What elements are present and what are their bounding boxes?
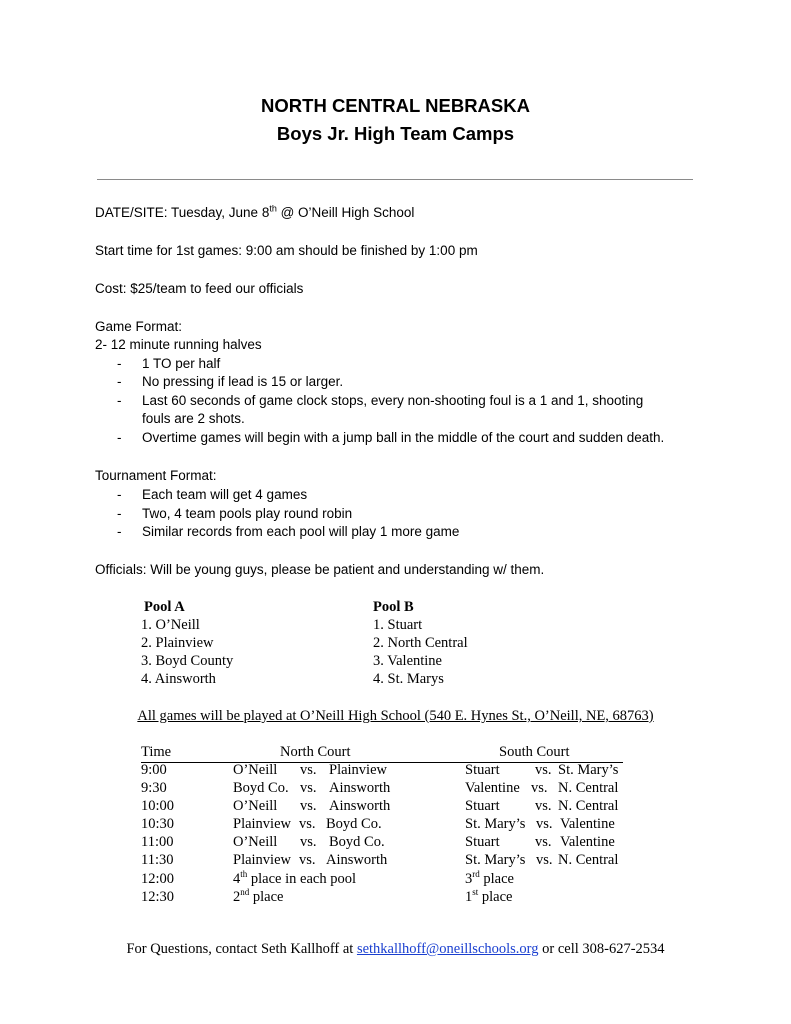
cost-line: Cost: $25/team to feed our officials xyxy=(95,281,304,296)
pool-a-team: 3. Boyd County xyxy=(141,653,234,669)
contact-footer: For Questions, contact Seth Kallhoff at sethkallhoff@oneillschools.org or cell 308-627-2534 xyxy=(126,941,665,957)
south-team-home: Stuart xyxy=(465,798,500,814)
bullet-marker: - xyxy=(117,430,122,445)
header-divider xyxy=(97,179,693,180)
south-vs: vs. xyxy=(535,762,552,778)
bullet-marker: - xyxy=(117,524,122,539)
north-team-away: Plainview xyxy=(329,762,387,778)
pool-b-team: 3. Valentine xyxy=(373,653,442,669)
contact-email-link[interactable]: sethkallhoff@oneillschools.org xyxy=(356,941,539,957)
schedule-time: 11:30 xyxy=(141,852,174,868)
pool-a-team: 1. O’Neill xyxy=(141,617,200,633)
north-team-away: Boyd Co. xyxy=(329,834,385,850)
north-vs: vs. xyxy=(300,834,317,850)
game-format-bullet-continued: fouls are 2 shots. xyxy=(142,411,245,426)
document-subtitle: Boys Jr. High Team Camps xyxy=(276,123,515,144)
game-format-bullet: Last 60 seconds of game clock stops, every non-shooting foul is a 1 and 1, shooting xyxy=(142,393,644,408)
north-team-home: Plainview xyxy=(233,852,291,868)
south-team-home: St. Mary’s xyxy=(465,852,526,868)
south-team-home: St. Mary’s xyxy=(465,816,526,832)
tournament-format-bullet: Two, 4 team pools play round robin xyxy=(142,506,353,521)
north-team-away: Ainsworth xyxy=(326,852,388,868)
south-vs: vs. xyxy=(536,816,553,832)
north-team-home: Boyd Co. xyxy=(233,780,289,796)
bullet-marker: - xyxy=(117,393,122,408)
schedule-time: 12:30 xyxy=(141,889,175,905)
pool-b-team: 2. North Central xyxy=(373,635,468,651)
north-team-away: Boyd Co. xyxy=(326,816,382,832)
south-placement-game: 3rd place xyxy=(465,869,514,887)
south-team-away: Valentine xyxy=(560,816,615,832)
schedule-header-south-court: South Court xyxy=(499,744,570,760)
pool-b-team: 4. St. Marys xyxy=(373,671,444,687)
officials-line: Officials: Will be young guys, please be patient and understanding w/ them. xyxy=(95,562,545,577)
schedule-time: 10:00 xyxy=(141,798,175,814)
schedule-time: 9:00 xyxy=(141,762,167,778)
north-team-home: Plainview xyxy=(233,816,291,832)
south-team-home: Valentine xyxy=(465,780,520,796)
north-vs: vs. xyxy=(300,780,317,796)
south-team-away: Valentine xyxy=(560,834,615,850)
south-vs: vs. xyxy=(531,780,548,796)
south-team-home: Stuart xyxy=(465,762,500,778)
tournament-format-heading: Tournament Format: xyxy=(95,468,217,483)
south-team-away: N. Central xyxy=(558,780,619,796)
bullet-marker: - xyxy=(117,506,122,521)
bullet-marker: - xyxy=(117,374,122,389)
game-format-bullet: Overtime games will begin with a jump ball in the middle of the court and sudden death. xyxy=(142,430,665,445)
venue-note: All games will be played at O’Neill High School (540 E. Hynes St., O’Neill, NE, 68763) xyxy=(137,708,654,724)
north-placement-game: 2nd place xyxy=(233,887,284,905)
south-vs: vs. xyxy=(535,834,552,850)
pool-a-heading: Pool A xyxy=(144,599,185,615)
tournament-format-bullet: Each team will get 4 games xyxy=(142,487,308,502)
south-team-away: N. Central xyxy=(558,852,619,868)
south-team-away: St. Mary’s xyxy=(558,762,619,778)
game-format-bullet: No pressing if lead is 15 or larger. xyxy=(142,374,344,389)
game-format-subheading: 2- 12 minute running halves xyxy=(95,337,262,352)
south-placement-game: 1st place xyxy=(465,887,513,905)
south-vs: vs. xyxy=(535,798,552,814)
pool-a-team: 2. Plainview xyxy=(141,635,214,651)
pool-b-team: 1. Stuart xyxy=(373,617,423,633)
north-vs: vs. xyxy=(299,816,316,832)
pool-a-team: 4. Ainsworth xyxy=(141,671,216,687)
document-title: NORTH CENTRAL NEBRASKA xyxy=(261,95,530,116)
south-team-home: Stuart xyxy=(465,834,500,850)
north-vs: vs. xyxy=(300,762,317,778)
schedule-time: 9:30 xyxy=(141,780,167,796)
north-team-home: O’Neill xyxy=(233,834,278,850)
tournament-format-bullet: Similar records from each pool will play 1 more game xyxy=(142,524,460,539)
schedule-header-time: Time xyxy=(141,744,172,760)
north-vs: vs. xyxy=(299,852,316,868)
bullet-marker: - xyxy=(117,356,122,371)
schedule-header-north-court: North Court xyxy=(280,744,351,760)
game-format-heading: Game Format: xyxy=(95,319,183,334)
north-placement-game: 4th place in each pool xyxy=(233,869,356,887)
north-team-home: O’Neill xyxy=(233,762,278,778)
north-vs: vs. xyxy=(300,798,317,814)
bullet-marker: - xyxy=(117,487,122,502)
south-team-away: N. Central xyxy=(558,798,619,814)
pool-b-heading: Pool B xyxy=(373,599,414,615)
north-team-home: O’Neill xyxy=(233,798,278,814)
start-time-line: Start time for 1st games: 9:00 am should be finished by 1:00 pm xyxy=(95,243,478,258)
schedule-time: 10:30 xyxy=(141,816,175,832)
schedule-time: 12:00 xyxy=(141,871,175,887)
south-vs: vs. xyxy=(536,852,553,868)
game-format-bullet: 1 TO per half xyxy=(142,356,221,371)
north-team-away: Ainsworth xyxy=(329,798,391,814)
schedule-time: 11:00 xyxy=(141,834,174,850)
date-site-line: DATE/SITE: Tuesday, June 8th @ O’Neill High School xyxy=(95,203,415,220)
north-team-away: Ainsworth xyxy=(329,780,391,796)
